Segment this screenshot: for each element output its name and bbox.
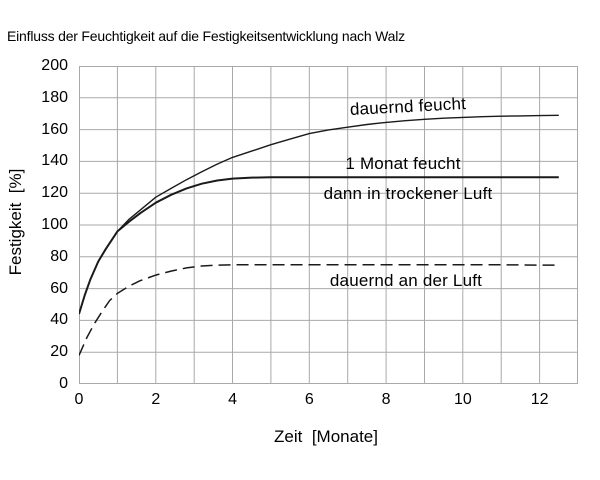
chart-title: Einfluss der Feuchtigkeit auf die Festigkeitsentwicklung nach Walz [7, 28, 405, 44]
x-tick-label: 2 [151, 391, 161, 408]
label-1-monat-feucht: 1 Monat feucht [345, 154, 461, 173]
x-axis-label: Zeit [Monate] [274, 427, 378, 446]
y-tick-label: 0 [59, 375, 68, 392]
x-tick-label: 10 [453, 391, 472, 408]
y-tick-label: 80 [50, 247, 68, 265]
y-tick-label: 140 [41, 152, 68, 170]
x-tick-label: 12 [530, 391, 549, 408]
y-tick-label: 40 [50, 311, 68, 329]
label-dauernd-an-der-luft: dauernd an der Luft [329, 271, 483, 290]
y-tick-label: 60 [50, 279, 68, 297]
y-axis-label: Festigkeit [%] [6, 168, 25, 276]
plot-area [79, 66, 578, 384]
y-tick-label: 100 [41, 216, 68, 233]
y-tick-label: 20 [50, 343, 68, 361]
x-tick-label: 8 [381, 391, 391, 408]
y-tick-label: 200 [41, 57, 68, 74]
x-tick-label: 0 [74, 391, 84, 408]
y-tick-label: 120 [41, 184, 68, 202]
curve-dauernd-feucht [79, 115, 559, 314]
curve-dauernd-an-der-luft [79, 265, 559, 356]
label-dauernd-feucht: dauernd feucht [349, 93, 467, 120]
label-dann-in-trockener-luft: dann in trockener Luft [323, 184, 493, 203]
y-tick-label: 160 [41, 120, 68, 138]
y-tick-label: 180 [41, 88, 68, 106]
x-tick-label: 4 [228, 391, 237, 408]
x-tick-label: 6 [304, 391, 314, 408]
